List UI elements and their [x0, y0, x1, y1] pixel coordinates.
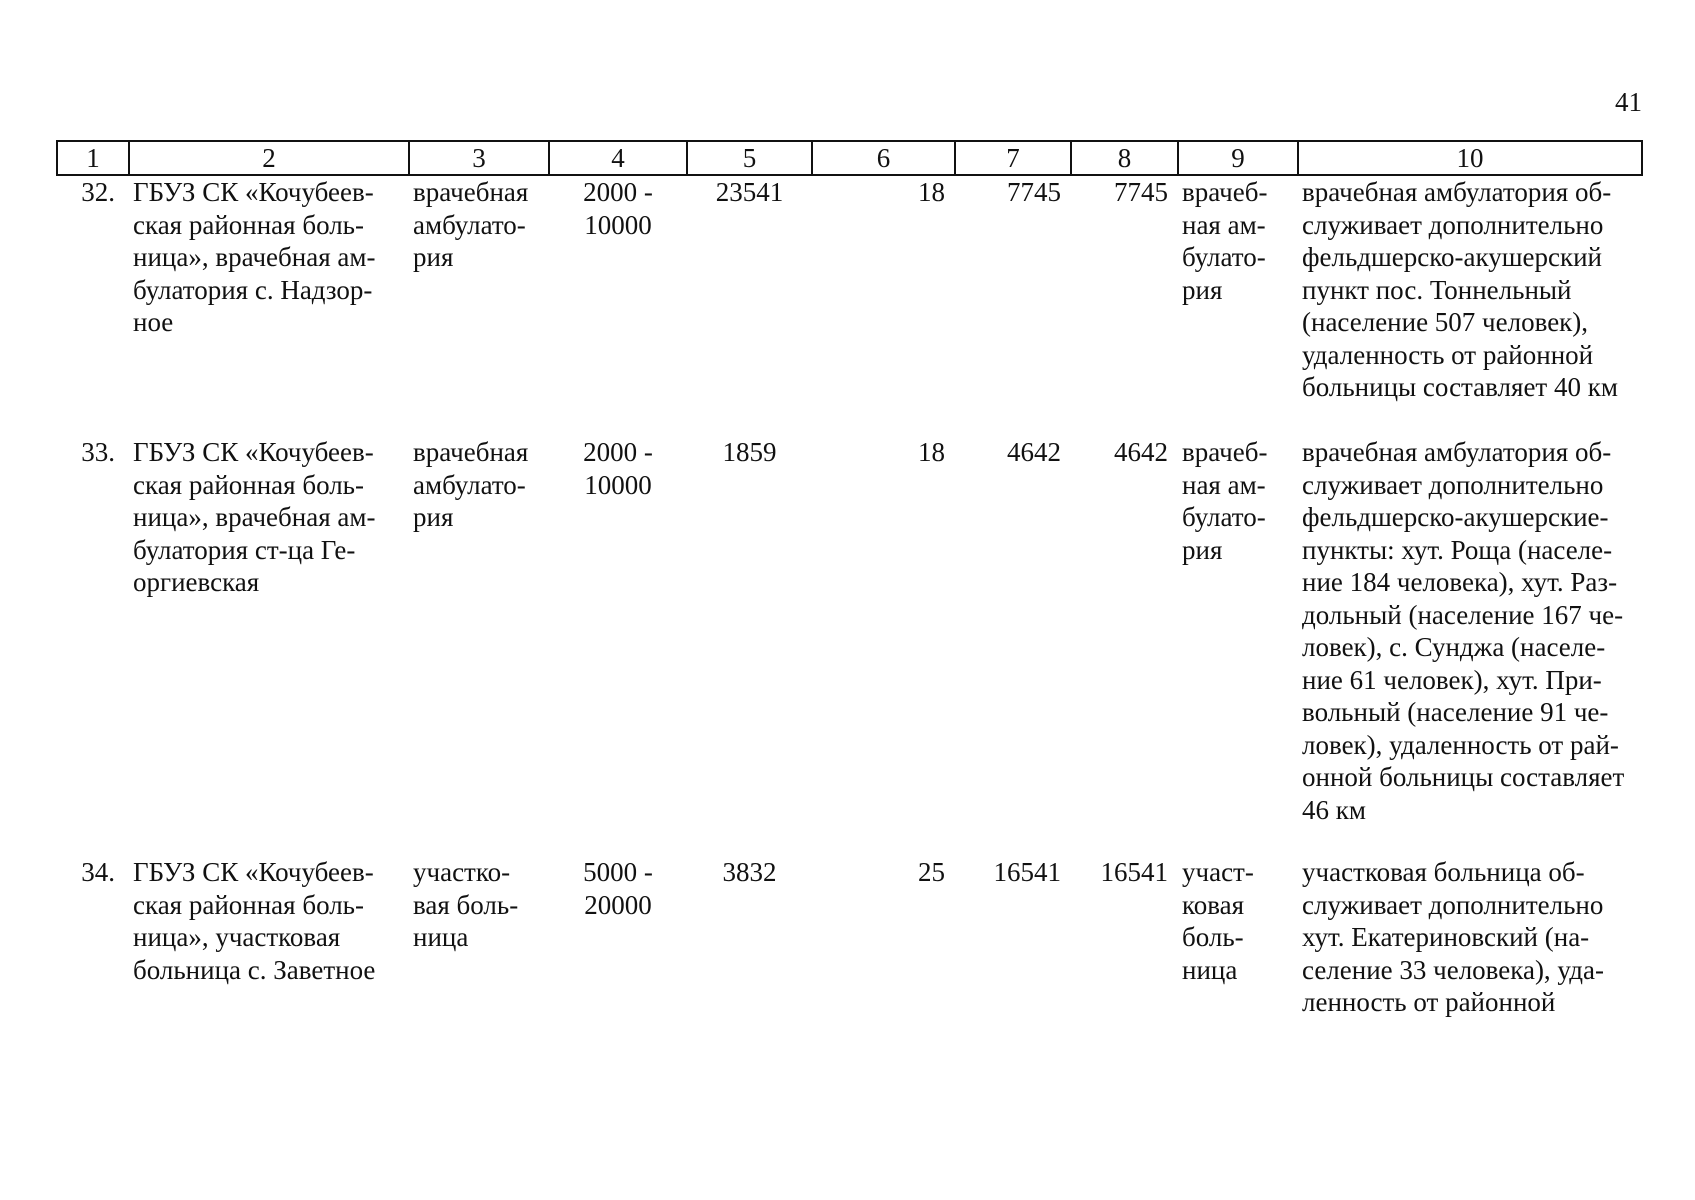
note: участковая больница об- служивает дополнительно хут. Екатериновский (на- селение 33 человека), уда- ленность от районной [1302, 857, 1604, 1017]
header-cell-5: 5 [687, 141, 812, 175]
col8-value: 7745 [1114, 177, 1168, 207]
header-cell-4: 4 [549, 141, 687, 175]
row-number: 32. [81, 177, 115, 207]
facility-type: врачебная амбулато- рия [413, 437, 529, 532]
col9-type: врачеб- ная ам- булато- рия [1182, 177, 1268, 305]
row-number: 34. [81, 857, 115, 887]
note: врачебная амбулатория об- служивает дополнительно фельдшерско-акушерский пункт пос. Тоннельный (население 507 человек), удаленность от районной больницы составляет 40 км [1302, 177, 1618, 402]
header-row [57, 141, 1642, 175]
population-range: 2000 - 10000 [583, 437, 653, 500]
facility-type: участко- вая боль- ница [413, 857, 519, 952]
note: врачебная амбулатория об- служивает дополнительно фельдшерско-акушерские- пункты: хут. Роща (населе- ние 184 человека), хут. Раз- дольный (население 167 че- ловек), с. Сунджа (населе- ние 61 человек), хут. При- вольный (население 91 че- ловек), удаленность от рай- онной больницы составляет 46 км [1302, 437, 1625, 825]
col6-value: 18 [918, 177, 945, 207]
table-row [57, 175, 1642, 436]
table-row [57, 436, 1642, 856]
col5-value: 1859 [722, 437, 777, 467]
row-number: 33. [81, 437, 115, 467]
table-header [57, 141, 1642, 175]
facility-name: ГБУЗ СК «Кочубеев- ская районная боль- ница», участковая больница с. Заветное [133, 857, 376, 985]
col9-type: врачеб- ная ам- булато- рия [1182, 437, 1268, 565]
col9-type: участ- ковая боль- ница [1182, 857, 1254, 985]
facility-name: ГБУЗ СК «Кочубеев- ская районная боль- ница», врачебная ам- булатория ст-ца Ге- оргиевская [133, 437, 376, 597]
page-number: 41 [1615, 87, 1642, 117]
data-table [56, 140, 1643, 1056]
header-cell-2: 2 [129, 141, 409, 175]
header-cell-6: 6 [812, 141, 955, 175]
col5-value: 23541 [715, 177, 784, 207]
header-cell-9: 9 [1178, 141, 1298, 175]
header-cell-10: 10 [1298, 141, 1642, 175]
col5-value: 3832 [722, 857, 777, 887]
header-cell-1: 1 [57, 141, 129, 175]
col8-value: 16541 [1100, 857, 1168, 887]
table-row [57, 856, 1642, 1056]
facility-name: ГБУЗ СК «Кочубеев- ская районная боль- ница», врачебная ам- булатория с. Надзор- ное [133, 177, 376, 337]
facility-type: врачебная амбулато- рия [413, 177, 529, 272]
header-cell-7: 7 [955, 141, 1071, 175]
col6-value: 25 [918, 857, 945, 887]
col7-value: 4642 [1007, 437, 1061, 467]
header-cell-3: 3 [409, 141, 549, 175]
col7-value: 16541 [993, 857, 1061, 887]
population-range: 5000 - 20000 [583, 857, 653, 920]
col8-value: 4642 [1114, 437, 1168, 467]
population-range: 2000 - 10000 [583, 177, 653, 240]
header-cell-8: 8 [1071, 141, 1178, 175]
col7-value: 7745 [1007, 177, 1061, 207]
col6-value: 18 [918, 437, 945, 467]
